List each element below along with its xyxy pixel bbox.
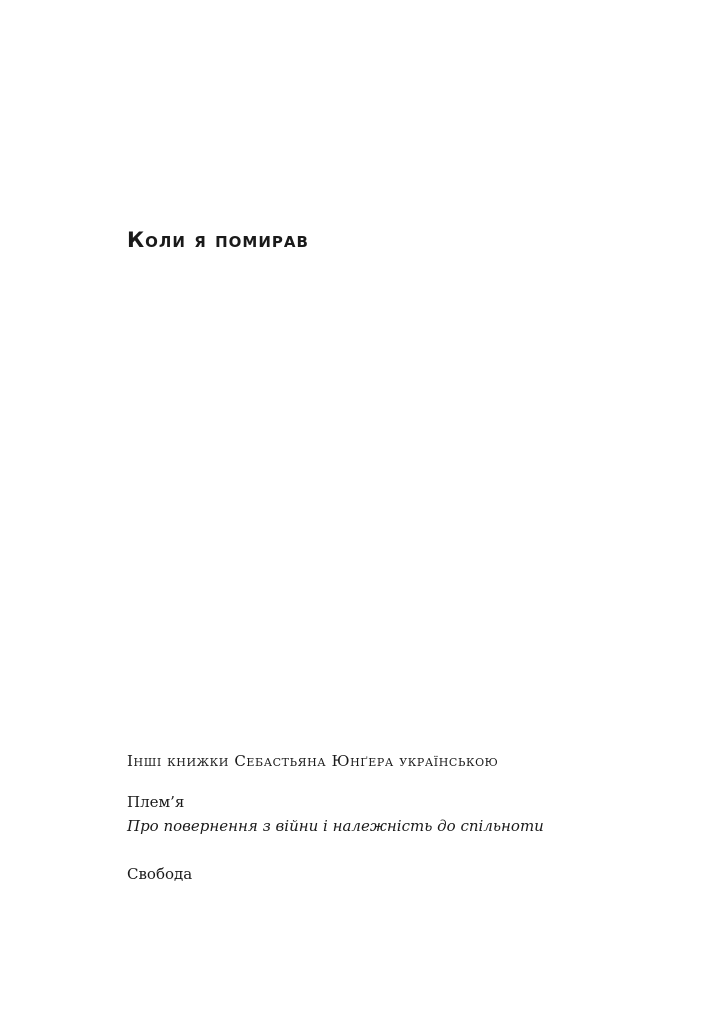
other-books-heading: Інші книжки Себастьяна Юнґера українською xyxy=(127,752,499,770)
list-item xyxy=(127,862,687,886)
book-item-subtitle: Про повернення з війни і належність до спільноти xyxy=(127,817,544,835)
book-title: Коли я помирав xyxy=(127,228,309,252)
book-item-title: Плем’я xyxy=(127,793,185,811)
other-books-section xyxy=(127,752,687,910)
list-item xyxy=(127,790,687,838)
book-item-title: Свобода xyxy=(127,865,193,883)
